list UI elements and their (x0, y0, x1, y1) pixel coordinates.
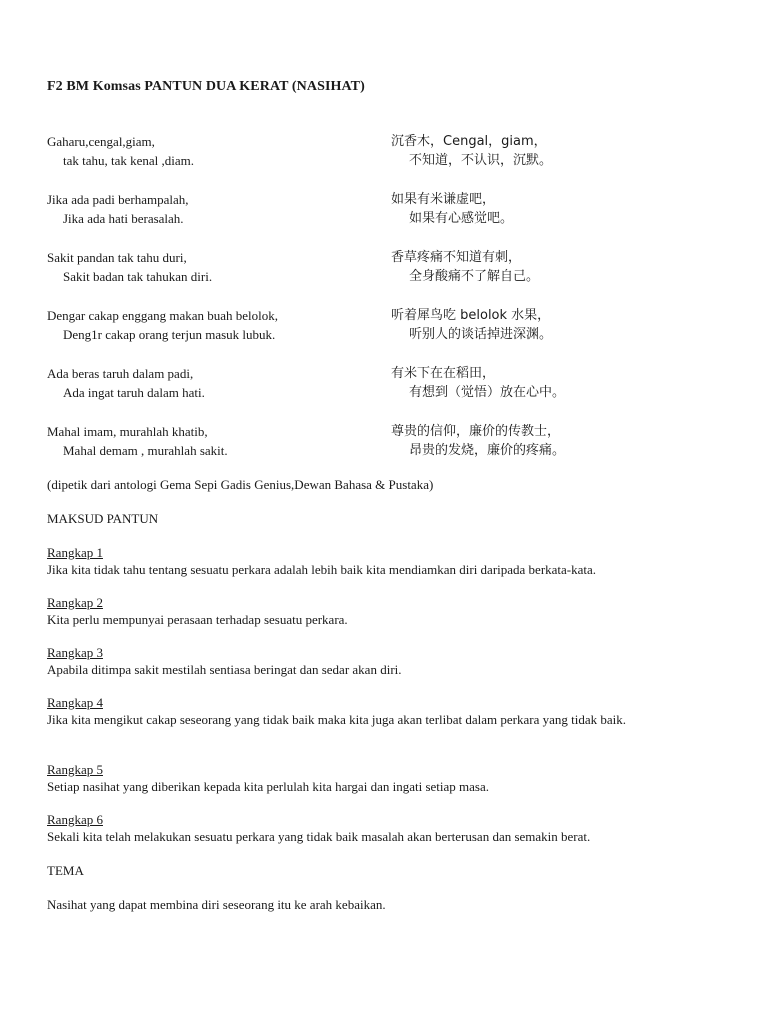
rangkap-2 (47, 594, 717, 628)
pantun-line: Deng1r cakap orang terjun masuk lubuk. (63, 327, 276, 342)
rangkap-text: Jika kita mengikut cakap seseorang yang tidak baik maka kita juga akan terlibat dalam perkara yang tidak baik. (47, 712, 627, 727)
rangkap-label: Rangkap 3 (47, 645, 103, 660)
translation-line: 有想到（觉悟）放在心中。 (409, 385, 566, 400)
translation-stanza-3 (391, 248, 731, 306)
pantun-stanza-6 (47, 422, 377, 480)
rangkap-4 (47, 694, 717, 728)
translation-line: 不知道，不认识，沉默。 (409, 153, 553, 168)
translation-line: 尊贵的信仰，廉价的传教士， (391, 424, 561, 439)
rangkap-1 (47, 544, 717, 578)
pantun-line: Ada ingat taruh dalam hati. (63, 385, 205, 400)
translation-line: 听着犀鸟吃 belolok 水果， (391, 308, 551, 323)
pantun-stanza-4 (47, 306, 377, 364)
rangkap-text: Setiap nasihat yang diberikan kepada kita perlulah kita hargai dan ingati setiap masa. (47, 779, 489, 794)
translation-line: 昂贵的发烧，廉价的疼痛。 (409, 443, 566, 458)
tema-heading: TEMA (47, 863, 84, 878)
pantun-stanza-5 (47, 364, 377, 422)
pantun-line: Mahal demam , murahlah sakit. (63, 443, 228, 458)
rangkap-text: Jika kita tidak tahu tentang sesuatu perkara adalah lebih baik kita mendiamkan diri daripada berkata-kata. (47, 562, 597, 577)
maksud-heading: MAKSUD PANTUN (47, 511, 159, 526)
rangkap-text: Apabila ditimpa sakit mestilah sentiasa beringat dan sedar akan diri. (47, 662, 402, 677)
pantun-stanza-3 (47, 248, 377, 306)
rangkap-6 (47, 811, 717, 845)
rangkap-text: Kita perlu mempunyai perasaan terhadap sesuatu perkara. (47, 612, 348, 627)
rangkap-label: Rangkap 1 (47, 545, 103, 560)
rangkap-5 (47, 761, 717, 795)
translation-line: 听别人的谈话掉进深渊。 (409, 327, 553, 342)
translation-line: 全身酸痛不了解自己。 (409, 269, 540, 284)
translation-line: 如果有米谦虚吧， (391, 192, 496, 207)
source-citation: (dipetik dari antologi Gema Sepi Gadis Genius,Dewan Bahasa & Pustaka) (47, 477, 434, 492)
pantun-line: tak tahu, tak kenal ,diam. (63, 153, 195, 168)
translation-stanza-6 (391, 422, 731, 480)
translation-stanza-5 (391, 364, 731, 422)
rangkap-3 (47, 644, 717, 678)
translation-line: 有米下在在稻田， (391, 366, 496, 381)
pantun-stanza-1 (47, 132, 377, 190)
rangkap-label: Rangkap 2 (47, 595, 103, 610)
rangkap-label: Rangkap 5 (47, 762, 103, 777)
translation-stanza-4 (391, 306, 731, 364)
document-title: F2 BM Komsas PANTUN DUA KERAT (NASIHAT) (47, 79, 365, 94)
pantun-stanza-2 (47, 190, 377, 248)
translation-line: 香草疼痛不知道有刺， (391, 250, 522, 265)
translation-line: 沉香木，Cengal，giam， (391, 134, 547, 149)
pantun-line: Gaharu,cengal,giam, (47, 134, 155, 149)
translation-stanza-2 (391, 190, 731, 248)
rangkap-label: Rangkap 4 (47, 695, 103, 710)
translation-line: 如果有心感觉吧。 (409, 211, 514, 226)
translation-stanza-1 (391, 132, 731, 190)
pantun-line: Sakit badan tak tahukan diri. (63, 269, 213, 284)
pantun-line: Jika ada padi berhampalah, (47, 192, 189, 207)
translation-column (391, 132, 731, 480)
pantun-column (47, 132, 377, 480)
pantun-line: Dengar cakap enggang makan buah belolok, (47, 308, 279, 323)
pantun-line: Ada beras taruh dalam padi, (47, 366, 194, 381)
rangkap-text: Sekali kita telah melakukan sesuatu perkara yang tidak baik masalah akan berterusan dan semakin berat. (47, 829, 591, 844)
pantun-line: Sakit pandan tak tahu duri, (47, 250, 187, 265)
pantun-line: Jika ada hati berasalah. (63, 211, 184, 226)
tema-text: Nasihat yang dapat membina diri seseorang itu ke arah kebaikan. (47, 897, 386, 912)
rangkap-label: Rangkap 6 (47, 812, 103, 827)
pantun-line: Mahal imam, murahlah khatib, (47, 424, 208, 439)
